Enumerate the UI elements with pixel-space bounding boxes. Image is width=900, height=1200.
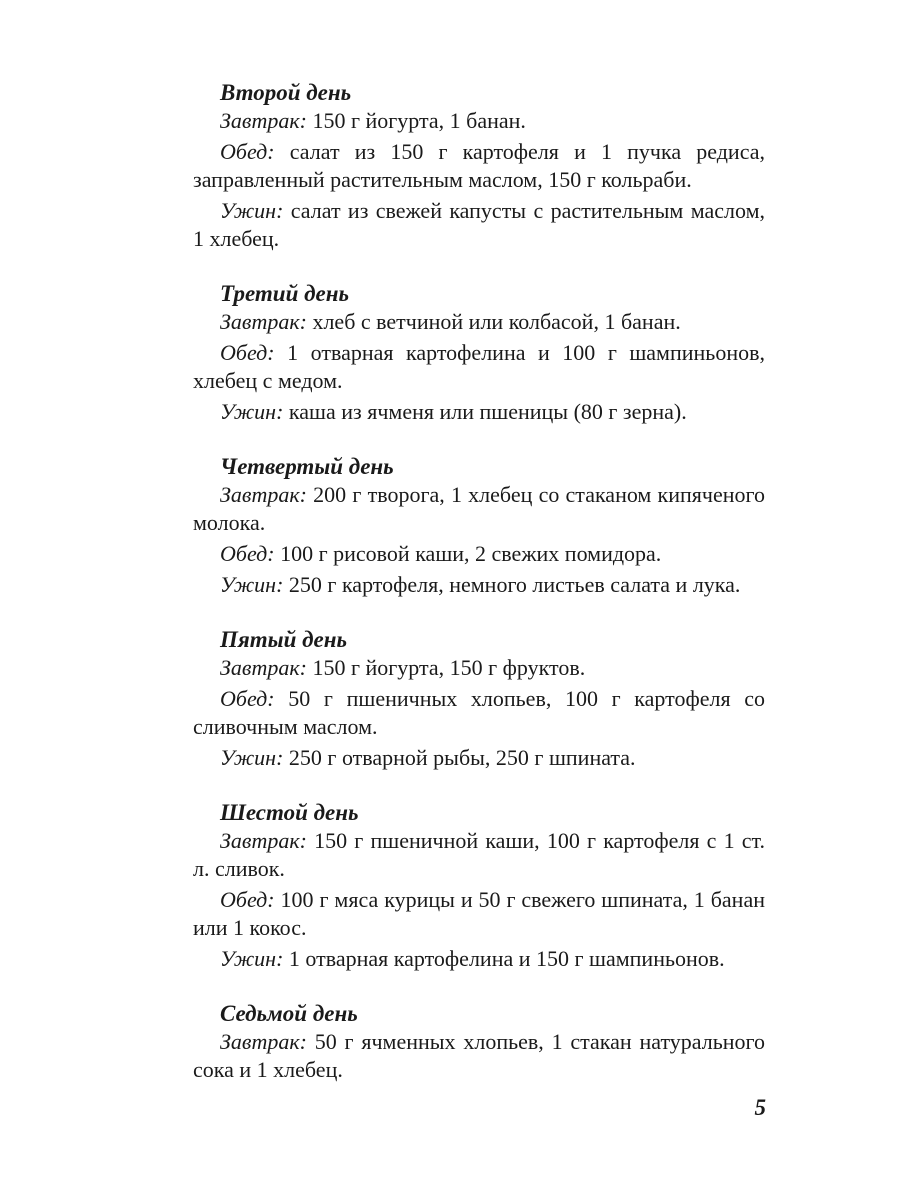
meal-paragraph: [193, 481, 765, 537]
day-title: Четвертый день: [220, 454, 394, 479]
page-content: [193, 79, 765, 1111]
meal-label: Ужин:: [220, 745, 284, 770]
meal-text: 150 г пшеничной каши, 100 г картофеля с 1 ст. л. сливок.: [193, 828, 765, 881]
meal-label: Завтрак:: [220, 828, 307, 853]
meal-label: Ужин:: [220, 198, 284, 223]
meal-text: 1 отварная картофелина и 150 г шампиньонов.: [283, 946, 725, 971]
meal-label: Завтрак:: [220, 482, 307, 507]
meal-label: Завтрак:: [220, 108, 307, 133]
meal-paragraph: [193, 339, 765, 395]
meal-label: Обед:: [220, 887, 275, 912]
day-title: Второй день: [220, 80, 352, 105]
meal-paragraph: [193, 827, 765, 883]
page-number: 5: [754, 1095, 766, 1120]
day-section: [193, 1000, 765, 1084]
meal-text: каша из ячменя или пшеницы (80 г зерна).: [283, 399, 687, 424]
meal-paragraph: [193, 308, 765, 336]
meal-paragraph: [193, 398, 765, 426]
meal-label: Завтрак:: [220, 655, 307, 680]
meal-label: Обед:: [220, 340, 275, 365]
meal-text: 250 г картофеля, немного листьев салата и лука.: [283, 572, 741, 597]
day-section: [193, 626, 765, 772]
day-title: Седьмой день: [220, 1001, 358, 1026]
meal-text: 100 г рисовой каши, 2 свежих помидора.: [274, 541, 662, 566]
meal-paragraph: [193, 197, 765, 253]
meal-paragraph: [193, 886, 765, 942]
meal-label: Обед:: [220, 686, 275, 711]
meal-paragraph: [193, 1028, 765, 1084]
meal-paragraph: [193, 744, 765, 772]
meal-text: 200 г творога, 1 хлебец со стаканом кипяченого молока.: [193, 482, 765, 535]
meal-label: Ужин:: [220, 572, 284, 597]
meal-label: Ужин:: [220, 399, 284, 424]
meal-text: 50 г ячменных хлопьев, 1 стакан натурального сока и 1 хлебец.: [193, 1029, 765, 1082]
meal-text: 1 отварная картофелина и 100 г шампиньонов, хлебец с медом.: [193, 340, 765, 393]
day-section: [193, 280, 765, 426]
meal-label: Завтрак:: [220, 1029, 307, 1054]
meal-text: 250 г отварной рыбы, 250 г шпината.: [283, 745, 636, 770]
day-title: Пятый день: [220, 627, 348, 652]
meal-label: Обед:: [220, 139, 275, 164]
meal-paragraph: [193, 138, 765, 194]
meal-label: Завтрак:: [220, 309, 307, 334]
meal-paragraph: [193, 945, 765, 973]
meal-text: 150 г йогурта, 1 банан.: [306, 108, 526, 133]
meal-label: Обед:: [220, 541, 275, 566]
meal-paragraph: [193, 571, 765, 599]
meal-label: Ужин:: [220, 946, 284, 971]
meal-paragraph: [193, 685, 765, 741]
meal-text: хлеб с ветчиной или колбасой, 1 банан.: [306, 309, 681, 334]
meal-text: 50 г пшеничных хлопьев, 100 г картофеля со сливочным маслом.: [193, 686, 765, 739]
meal-paragraph: [193, 654, 765, 682]
meal-paragraph: [193, 107, 765, 135]
day-section: [193, 79, 765, 253]
day-section: [193, 799, 765, 973]
day-title: Шестой день: [220, 800, 359, 825]
meal-text: салат из 150 г картофеля и 1 пучка редиса, заправленный растительным маслом, 150 г кольраби.: [193, 139, 765, 192]
day-title: Третий день: [220, 281, 350, 306]
meal-text: салат из свежей капусты с растительным маслом, 1 хлебец.: [193, 198, 765, 251]
meal-text: 150 г йогурта, 150 г фруктов.: [306, 655, 586, 680]
meal-paragraph: [193, 540, 765, 568]
day-section: [193, 453, 765, 599]
meal-text: 100 г мяса курицы и 50 г свежего шпината, 1 банан или 1 кокос.: [193, 887, 765, 940]
